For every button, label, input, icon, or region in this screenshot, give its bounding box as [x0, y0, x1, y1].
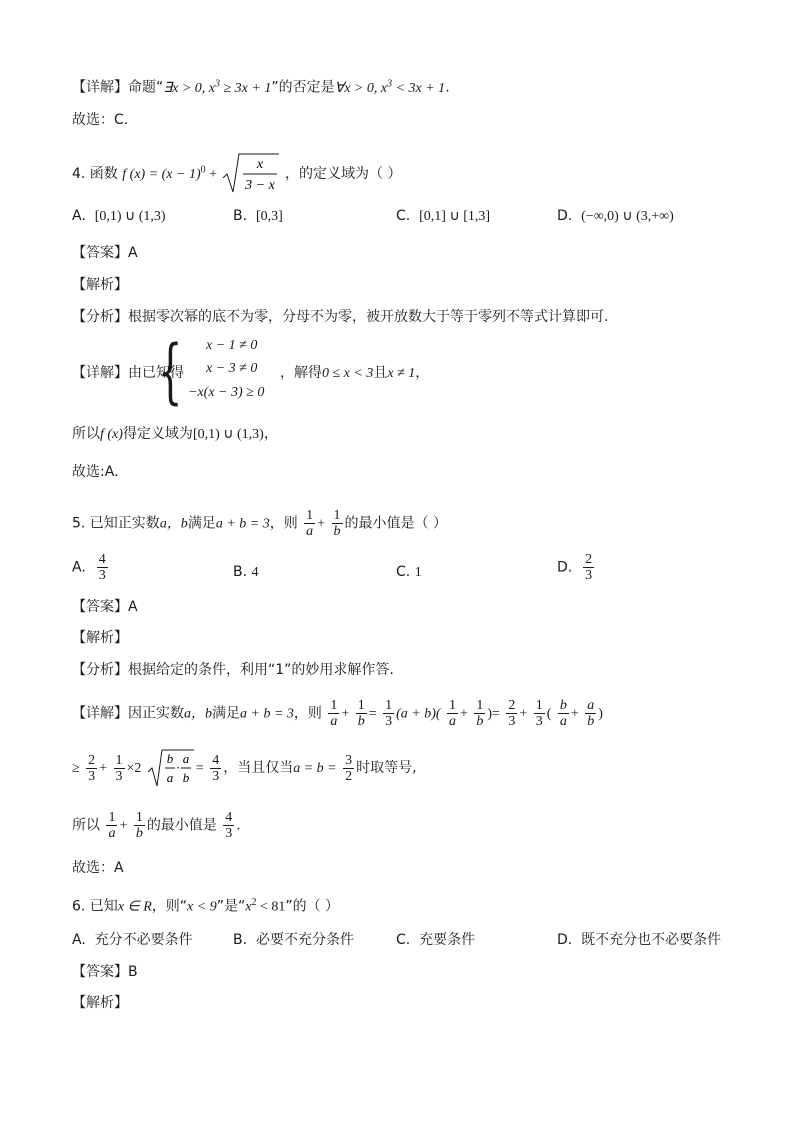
radical-sign	[221, 152, 281, 196]
q5-option-d[interactable]: D. $\frac{2}{3}$	[557, 552, 593, 583]
question-4-stem: 4. 函数 f $(x) = (x - 1)^0$ + x 3 − x ，的定义域为（ ）	[72, 152, 401, 196]
q4-detail-result: ，解得0 ≤ x < 3且x ≠ 1，	[280, 365, 430, 381]
q4-conclusion: 所以f (x)得定义域为[0,1) ∪ (1,3)，	[72, 426, 278, 442]
q4-jiexi: 【解析】	[72, 277, 128, 293]
system-row-1: x − 1 ≠ 0	[206, 338, 258, 353]
inequality-system	[158, 330, 278, 412]
math-negation: ∀x > 0, $x^3 < 3x + 1$	[334, 78, 446, 96]
sqrt-product	[146, 748, 196, 788]
q4-option-d[interactable]: D. (−∞,0) ∪ (3,+∞)	[557, 208, 674, 224]
q4-fenxi: 【分析】根据零次幂的底不为零，分母不为零，被开放数大于等于零列不等式计算即可.	[72, 309, 609, 325]
svg-text:·: ·	[175, 760, 181, 775]
sqrt-expression	[221, 152, 281, 196]
q5-jiexi: 【解析】	[72, 630, 128, 646]
q6-jiexi: 【解析】	[72, 995, 128, 1011]
q5-detail-1: 【详解】因正实数a，b满足a + b = 3，则 $\frac{1}{a}$ + $\frac{1}{b}$ = $\frac{1}{3}$ (a + b)( $\frac{1}{a}$ + $\frac{1}{b}$ )= $\frac{2}{3}$ + $\frac{1}{3}$ ( $\frac{b}{a}$ + $\frac{a}{b}$ )	[72, 698, 603, 729]
radical-sign-2	[146, 748, 196, 788]
question-6-stem: 6. 已知x ∈ R，则“x < 9”是“$x^2 < 81$”的（ ）	[72, 897, 340, 915]
q6-option-a[interactable]: A. 充分不必要条件	[72, 932, 193, 948]
q5-option-b[interactable]: B. 4	[233, 564, 259, 580]
svg-text:a: a	[182, 751, 190, 766]
q5-choose: 故选：A	[72, 860, 124, 876]
sqrt-num: x	[256, 157, 263, 172]
frac-1-over-a: $\frac{1}{a}$	[306, 508, 314, 539]
q4-detail-prefix: 【详解】由已知得	[72, 365, 184, 381]
q5-answer: 【答案】A	[72, 599, 138, 615]
left-brace: {	[158, 330, 183, 412]
q6-option-d[interactable]: D. 既不充分也不必要条件	[557, 932, 722, 948]
question-5-stem: 5. 已知正实数a，b满足a + b = 3，则 $\frac{1}{a}$ + $\frac{1}{b}$ 的最小值是（ ）	[72, 508, 447, 539]
sqrt-den: 3 − x	[244, 178, 275, 193]
q6-option-b[interactable]: B. 必要不充分条件	[233, 932, 354, 948]
q4-choose: 故选:A．	[72, 464, 129, 480]
svg-text:b: b	[166, 751, 174, 766]
q5-detail-2: ≥ $\frac{2}{3}$ + $\frac{1}{3}$ ×2 b a · a b = $\frac{4}{3}$ ，当且仅当a = b = $\frac{3}{2}$ 时取等号,	[72, 748, 417, 788]
q5-option-a[interactable]: A. $\frac{4}{3}$	[72, 552, 106, 583]
q6-answer: 【答案】B	[72, 964, 138, 980]
q6-option-c[interactable]: C. 充要条件	[396, 932, 476, 948]
system-row-3: −x(x − 3) ≥ 0	[188, 385, 265, 400]
q5-option-c[interactable]: C. 1	[396, 564, 422, 580]
svg-text:b: b	[182, 770, 190, 785]
q4-answer: 【答案】A	[72, 245, 138, 261]
q5-fenxi: 【分析】根据给定的条件，利用“1”的妙用求解作答.	[72, 662, 394, 678]
q5-conclusion: 所以 $\frac{1}{a}$ + $\frac{1}{b}$ 的最小值是 $\frac{4}{3}$ .	[72, 810, 241, 841]
math-proposition: ∃x > 0, $x^3 \ge 3x + 1$	[163, 78, 272, 96]
q4-option-a[interactable]: A. [0,1) ∪ (1,3)	[72, 208, 166, 224]
q4-option-b[interactable]: B. [0,3]	[233, 208, 283, 224]
q4-option-c[interactable]: C. [0,1] ∪ [1,3]	[396, 208, 491, 224]
negation-line: 【详解】命题“∃x > 0, $x^3 \ge 3x + 1$”的否定是∀x > 0, $x^3 < 3x + 1$.	[72, 78, 450, 96]
system-row-2: x − 3 ≠ 0	[206, 361, 258, 376]
frac-1-over-b: $\frac{1}{b}$	[333, 508, 341, 539]
choose-c: 故选：C.	[72, 112, 129, 128]
svg-text:a: a	[166, 770, 174, 785]
